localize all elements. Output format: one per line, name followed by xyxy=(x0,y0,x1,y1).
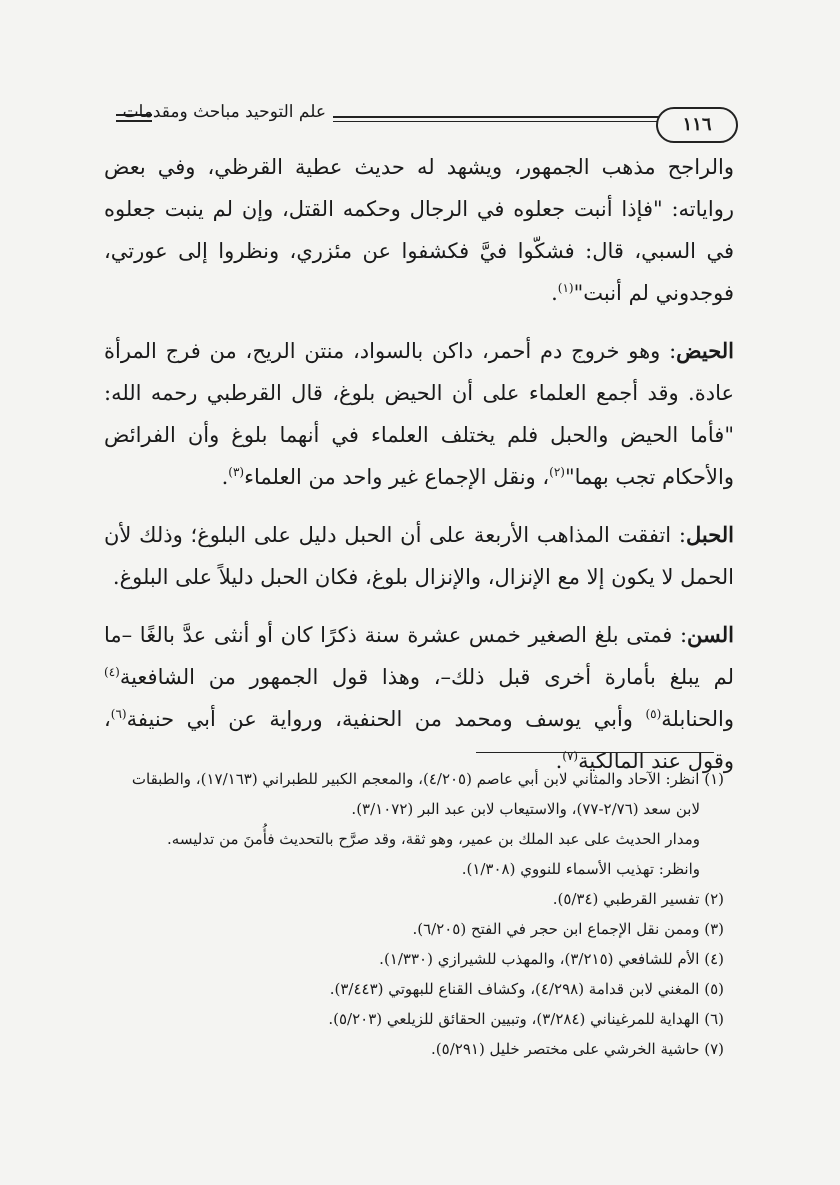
footnote-1-cont: لابن سعد (٢/٧٦-٧٧)، والاستيعاب لابن عبد البر (٣/١٠٧٢). xyxy=(351,800,700,818)
paragraph-ruling: والراجح مذهب الجمهور، ويشهد له حديث عطية القرظي، وفي بعض رواياته: "فإذا أنبت جعلوه في الرجال وحكمه القتل، وإن لم ينبت جعلوه في السبي، قال: فشكّوا فيَّ فكشفوا عن مئزري، ونظروا إلى عورتي، فوجدوني لم أنبت"$^{(١)}$. xyxy=(104,155,734,305)
term-hayd: الحيض xyxy=(676,338,734,363)
footnote-6: (٦) الهداية للمرغيناني (٣/٢٨٤)، وتبيين الحقائق للزيلعي (٥/٢٠٣). xyxy=(328,1010,724,1028)
main-text xyxy=(104,146,734,798)
footnote-ref: (١) xyxy=(557,281,574,295)
footnote-ref: (٦) xyxy=(110,707,127,721)
footnote-3: (٣) وممن نقل الإجماع ابن حجر في الفتح (٦/٢٠٥). xyxy=(412,920,724,938)
footnote-4: (٤) الأم للشافعي (٣/٢١٥)، والمهذب للشيرازي (١/٣٣٠). xyxy=(379,950,724,968)
footnote-ref: (٣) xyxy=(228,465,245,479)
footnote-7: (٧) حاشية الخرشي على مختصر خليل (٥/٢٩١). xyxy=(431,1040,724,1058)
footnote-1: (١) انظر: الآحاد والمثاني لابن أبي عاصم (٤/٢٠٥)، والمعجم الكبير للطبراني (١٧/١٦٣)، والطبقات xyxy=(131,770,724,788)
footnote-divider xyxy=(476,752,714,753)
paragraph-sinn: السن: فمتى بلغ الصغير خمس عشرة سنة ذكرًا كان أو أنثى عدَّ بالغًا –ما لم يبلغ بأمارة أخرى قبل ذلك–، وهذا قول الجمهور من الشافعية$^{(٤)}$ والحنابلة$^{(٥)}$ وأبي يوسف ومحمد من الحنفية، ورواية عن أبي حنيفة$^{(٦)}$، وقول عند المالكية$^{(٧)}$. xyxy=(104,622,734,773)
term-sinn: السن xyxy=(687,622,734,647)
footnote-ref: (٤) xyxy=(104,665,120,679)
footnote-2: (٢) تفسير القرطبي (٥/٣٤). xyxy=(552,890,724,908)
page-number: ١١٦ xyxy=(656,107,738,143)
footnote-5: (٥) المغني لابن قدامة (٤/٢٩٨)، وكشاف القناع للبهوتي (٣/٤٤٣). xyxy=(329,980,724,998)
paragraph-habal: الحبل: اتفقت المذاهب الأربعة على أن الحبل دليل على البلوغ؛ وذلك لأن الحمل لا يكون إلا مع الإنزال، والإنزال بلوغ، فكان الحبل دليلاً على البلوغ. xyxy=(104,522,734,589)
running-title: علم التوحيد مباحث ومقدمات xyxy=(122,102,326,122)
footnote-1-note: ومدار الحديث على عبد الملك بن عمير، وهو ثقة، وقد صرَّح بالتحديث فأُمنَ من تدليسه. xyxy=(167,830,700,848)
footnotes xyxy=(104,764,724,1064)
page-header xyxy=(100,96,740,136)
footnote-1-see: وانظر: تهذيب الأسماء للنووي (١/٣٠٨). xyxy=(461,860,700,878)
footnote-ref: (٢) xyxy=(549,465,565,479)
footnote-ref: (٥) xyxy=(645,707,662,721)
footnote-ref: (٧) xyxy=(562,749,579,763)
paragraph-hayd: الحيض: وهو خروج دم أحمر، داكن بالسواد، منتن الريح، من فرج المرأة عادة. وقد أجمع العلماء على أن الحيض بلوغ، قال القرطبي رحمه الله: "فأما الحيض والحبل فلم يختلف العلماء في أنهما بلوغ وأن الفرائض والأحكام تجب بهما"$^{(٢)}$، ونقل الإجماع غير واحد من العلماء$^{(٣)}$. xyxy=(104,338,734,489)
term-habal: الحبل xyxy=(685,522,734,547)
